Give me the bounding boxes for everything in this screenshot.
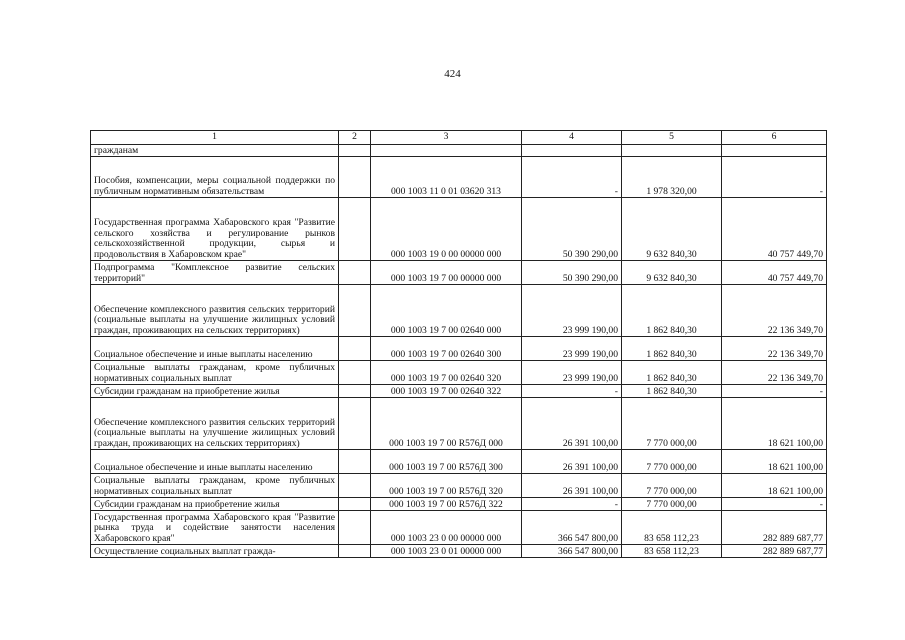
row-value-col4: 26 391 100,00 [522, 450, 622, 474]
row-value-col6: 282 889 687,77 [722, 545, 827, 558]
table-row [91, 361, 827, 385]
row-value-col6: - [722, 498, 827, 511]
row-col2-cell [339, 545, 371, 558]
row-col2-cell [339, 145, 371, 157]
header-col-1: 1 [91, 131, 339, 145]
table-row [91, 398, 827, 450]
table-row [91, 498, 827, 511]
row-name-cell: Социальное обеспечение и иные выплаты населению [91, 337, 339, 361]
row-col2-cell [339, 337, 371, 361]
header-col-4: 4 [522, 131, 622, 145]
row-name-cell: Государственная программа Хабаровского края "Развитие сельского хозяйства и регулирование рынков сельскохозяйственной продукции, сырья и продовольствия в Хабаровском крае" [91, 198, 339, 261]
header-col-6: 6 [722, 131, 827, 145]
row-value-col4: 50 390 290,00 [522, 261, 622, 285]
row-value-col4: 26 391 100,00 [522, 398, 622, 450]
row-value-col5: 7 770 000,00 [622, 474, 722, 498]
row-value-col4: 50 390 290,00 [522, 198, 622, 261]
row-col2-cell [339, 450, 371, 474]
row-code-cell: 000 1003 11 0 01 03620 313 [371, 157, 522, 198]
row-value-col5: 9 632 840,30 [622, 261, 722, 285]
header-col-3: 3 [371, 131, 522, 145]
row-name-cell: Субсидии гражданам на приобретение жилья [91, 498, 339, 511]
row-code-cell: 000 1003 23 0 01 00000 000 [371, 545, 522, 558]
table-row [91, 545, 827, 558]
row-value-col5: 83 658 112,23 [622, 511, 722, 545]
row-value-col6: 22 136 349,70 [722, 337, 827, 361]
row-value-col5: 9 632 840,30 [622, 198, 722, 261]
row-code-cell: 000 1003 19 7 00 02640 320 [371, 361, 522, 385]
row-col2-cell [339, 285, 371, 337]
table-row [91, 385, 827, 398]
row-col2-cell [339, 474, 371, 498]
row-value-col6: 282 889 687,77 [722, 511, 827, 545]
row-value-col5: 1 862 840,30 [622, 361, 722, 385]
row-code-cell: 000 1003 19 7 00 02640 000 [371, 285, 522, 337]
row-value-col4: 366 547 800,00 [522, 545, 622, 558]
row-col2-cell [339, 157, 371, 198]
row-name-cell: Субсидии гражданам на приобретение жилья [91, 385, 339, 398]
row-code-cell: 000 1003 23 0 00 00000 000 [371, 511, 522, 545]
row-code-cell: 000 1003 19 7 00 R576Д 320 [371, 474, 522, 498]
row-value-col6: 22 136 349,70 [722, 285, 827, 337]
table-row [91, 511, 827, 545]
row-value-col5: 1 862 840,30 [622, 385, 722, 398]
header-col-2: 2 [339, 131, 371, 145]
row-value-col4 [522, 145, 622, 157]
row-value-col6: 40 757 449,70 [722, 198, 827, 261]
budget-table [90, 130, 827, 558]
row-code-cell: 000 1003 19 7 00 02640 300 [371, 337, 522, 361]
row-name-cell: Государственная программа Хабаровского края "Развитие рынка труда и содействие занятости населения Хабаровского края" [91, 511, 339, 545]
row-name-cell: Социальные выплаты гражданам, кроме публичных нормативных социальных выплат [91, 361, 339, 385]
row-name-cell: гражданам [91, 145, 339, 157]
row-code-cell: 000 1003 19 7 00 R576Д 322 [371, 498, 522, 511]
row-value-col6: - [722, 385, 827, 398]
row-value-col6: - [722, 157, 827, 198]
row-value-col4: - [522, 498, 622, 511]
row-value-col5: 7 770 000,00 [622, 398, 722, 450]
row-col2-cell [339, 398, 371, 450]
header-col-5: 5 [622, 131, 722, 145]
row-name-cell: Социальные выплаты гражданам, кроме публичных нормативных социальных выплат [91, 474, 339, 498]
row-code-cell: 000 1003 19 0 00 00000 000 [371, 198, 522, 261]
table-row [91, 198, 827, 261]
row-value-col4: - [522, 385, 622, 398]
row-value-col5: 1 862 840,30 [622, 285, 722, 337]
row-value-col6: 18 621 100,00 [722, 450, 827, 474]
table-body [91, 145, 827, 558]
row-value-col5: 7 770 000,00 [622, 450, 722, 474]
table-row [91, 285, 827, 337]
row-name-cell: Подпрограмма "Комплексное развитие сельских территорий" [91, 261, 339, 285]
row-value-col6: 18 621 100,00 [722, 474, 827, 498]
table-row [91, 337, 827, 361]
row-col2-cell [339, 361, 371, 385]
row-col2-cell [339, 498, 371, 511]
row-value-col4: - [522, 157, 622, 198]
row-value-col6: 22 136 349,70 [722, 361, 827, 385]
row-col2-cell [339, 261, 371, 285]
row-value-col5 [622, 145, 722, 157]
table-row [91, 474, 827, 498]
row-value-col5: 83 658 112,23 [622, 545, 722, 558]
row-value-col4: 366 547 800,00 [522, 511, 622, 545]
row-value-col6 [722, 145, 827, 157]
row-value-col6: 40 757 449,70 [722, 261, 827, 285]
row-value-col5: 1 978 320,00 [622, 157, 722, 198]
row-value-col4: 23 999 190,00 [522, 337, 622, 361]
row-col2-cell [339, 198, 371, 261]
row-code-cell: 000 1003 19 7 00 R576Д 000 [371, 398, 522, 450]
row-col2-cell [339, 385, 371, 398]
row-code-cell: 000 1003 19 7 00 00000 000 [371, 261, 522, 285]
table-row [91, 450, 827, 474]
page-number: 424 [444, 68, 461, 80]
row-code-cell [371, 145, 522, 157]
row-value-col5: 1 862 840,30 [622, 337, 722, 361]
row-value-col4: 23 999 190,00 [522, 285, 622, 337]
row-value-col5: 7 770 000,00 [622, 498, 722, 511]
row-code-cell: 000 1003 19 7 00 02640 322 [371, 385, 522, 398]
table-row [91, 157, 827, 198]
row-name-cell: Обеспечение комплексного развития сельских территорий (социальные выплаты на улучшение жилищных условий граждан, проживающих на сельских территориях) [91, 398, 339, 450]
row-value-col4: 23 999 190,00 [522, 361, 622, 385]
row-name-cell: Пособия, компенсации, меры социальной поддержки по публичным нормативным обязательствам [91, 157, 339, 198]
row-code-cell: 000 1003 19 7 00 R576Д 300 [371, 450, 522, 474]
row-name-cell: Социальное обеспечение и иные выплаты населению [91, 450, 339, 474]
row-value-col4: 26 391 100,00 [522, 474, 622, 498]
table-header-row [91, 131, 827, 145]
row-name-cell: Осуществление социальных выплат гражда- [91, 545, 339, 558]
row-name-cell: Обеспечение комплексного развития сельских территорий (социальные выплаты на улучшение жилищных условий граждан, проживающих на сельских территориях) [91, 285, 339, 337]
row-value-col6: 18 621 100,00 [722, 398, 827, 450]
table-row [91, 145, 827, 157]
table-row [91, 261, 827, 285]
row-col2-cell [339, 511, 371, 545]
